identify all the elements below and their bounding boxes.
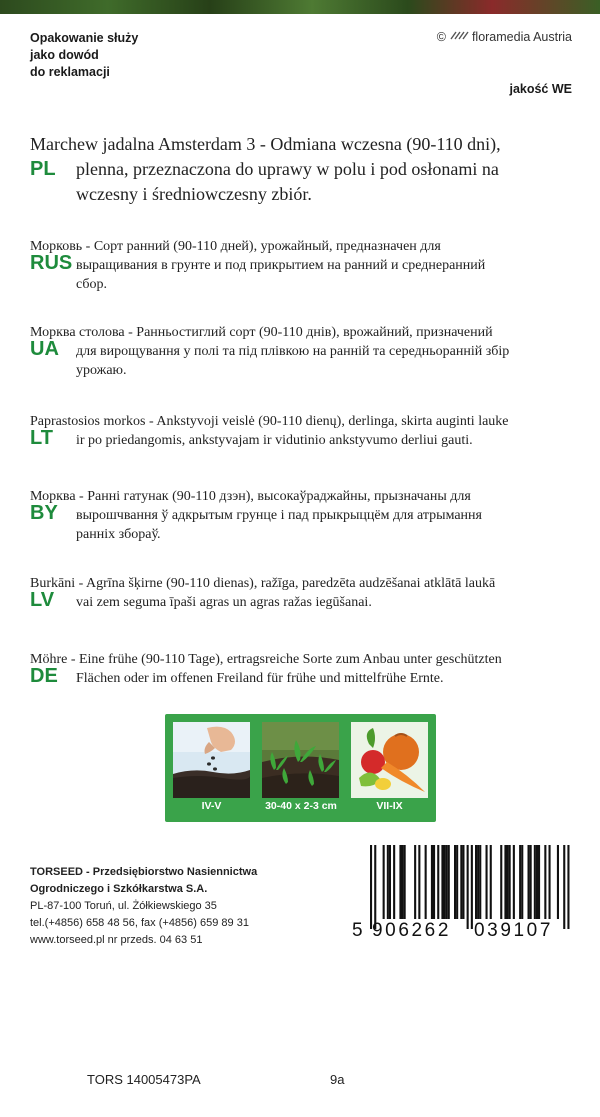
barcode-bar bbox=[446, 845, 448, 919]
barcode-bar bbox=[479, 845, 481, 919]
barcode-bar bbox=[538, 845, 540, 919]
harvest-vegetables-icon bbox=[351, 722, 428, 798]
barcode-bar bbox=[549, 845, 551, 919]
barcode-bar bbox=[374, 845, 376, 929]
barcode-bar bbox=[490, 845, 492, 919]
language-code: BY bbox=[30, 502, 58, 524]
barcode-bar bbox=[402, 845, 404, 919]
language-code: RUS bbox=[30, 252, 73, 274]
entry-text: Paprastosios morkos - Ankstyvoji veislė (90-110 dienų), derlinga, skirta auginti lauke ir po priedangomis, ankstyvajam ir vidutinio ankstyvumo derliui gauti. bbox=[30, 414, 509, 448]
barcode-bar bbox=[567, 845, 569, 929]
barcode-bar bbox=[544, 845, 546, 919]
entry-de bbox=[30, 650, 572, 688]
barcode-bar bbox=[414, 845, 416, 919]
entry-ua bbox=[30, 323, 572, 380]
barcode-left-group: 906262 bbox=[372, 920, 452, 941]
language-code: LT bbox=[30, 427, 53, 449]
entry-text: Морква столова - Ранньостиглий сорт (90-110 днів), врожайний, призначений для вирощування у полі та під плівкою на ранній та середньоранній збір урожаю. bbox=[30, 325, 510, 378]
barcode-bar bbox=[500, 845, 502, 919]
barcode-bar bbox=[456, 845, 458, 919]
brand-name: floramedia Austria bbox=[471, 30, 572, 44]
barcode-bar bbox=[433, 845, 435, 919]
entry-text: Möhre - Eine frühe (90-110 Tage), ertragsreiche Sorte zum Anbau unter geschützten Flächen oder im offenen Freiland für frühe und mittelfrühe Ernte. bbox=[30, 652, 502, 686]
claim-line: Opakowanie służy bbox=[30, 31, 139, 45]
barcode-bar bbox=[477, 845, 479, 919]
barcode-bar bbox=[528, 845, 530, 919]
language-code: DE bbox=[30, 665, 58, 687]
barcode-bar bbox=[399, 845, 401, 919]
barcode-bar bbox=[441, 845, 443, 919]
barcode-bar bbox=[462, 845, 464, 919]
barcode-bar bbox=[454, 845, 456, 919]
barcode-bar bbox=[444, 845, 446, 919]
sowing-icon bbox=[173, 722, 250, 798]
plant-spacing: 30-40 x 2-3 cm bbox=[265, 800, 337, 812]
entry-pl bbox=[30, 132, 572, 207]
entry-text: Морковь - Сорт ранний (90-110 дней), урожайный, предназначен для выращивания в грунте и под прикрытием на ранний и среднеранний сбор. bbox=[30, 239, 486, 292]
company-website[interactable]: www.torseed.pl bbox=[30, 934, 105, 946]
barcode-right-group: 039107 bbox=[474, 920, 554, 941]
company-registry: nr przeds. 04 63 51 bbox=[107, 934, 203, 946]
entry-text: Marchew jadalna Amsterdam 3 - Odmiana wczesna (90-110 dni), plenna, przeznaczona do uprawy w polu i pod osłonami na wczesny i średniowczesny zbiór. bbox=[30, 134, 501, 204]
entry-text: Burkāni - Agrīna šķirne (90-110 dienas), ražīga, paredzēta audzēšanai atklātā laukā vai zem seguma īpaši agras un agras ražas iegūšanai. bbox=[30, 576, 496, 610]
entry-lv bbox=[30, 574, 572, 612]
barcode-bar bbox=[521, 845, 523, 919]
entry-ru bbox=[30, 237, 572, 294]
company-info bbox=[30, 864, 257, 949]
sowing-period: IV-V bbox=[201, 800, 222, 812]
barcode-bar bbox=[536, 845, 538, 919]
floramedia-logo-icon bbox=[449, 30, 469, 44]
entry-lt bbox=[30, 412, 572, 450]
entry-text: Морква - Ранні гатунак (90-110 дзэн), высокаўраджайны, прызначаны для вырошчвання ў адкрытым грунце і пад прыкрыццём для атрымання ранніх збораў. bbox=[30, 489, 482, 542]
claim-line: jako dowód bbox=[30, 48, 99, 62]
growing-info-panel bbox=[165, 714, 436, 822]
barcode-bar bbox=[387, 845, 389, 919]
claim-line: do reklamacji bbox=[30, 65, 110, 79]
barcode-bar bbox=[509, 845, 511, 919]
barcode-bar bbox=[475, 845, 477, 919]
seedlings-icon bbox=[262, 722, 339, 798]
entry-by bbox=[30, 487, 572, 544]
barcode-bar bbox=[530, 845, 532, 919]
barcode-bar bbox=[460, 845, 462, 919]
company-name-2: Ogrodniczego i Szkółkarstwa S.A. bbox=[30, 883, 208, 895]
top-photo-strip bbox=[0, 0, 600, 14]
barcode-bar bbox=[519, 845, 521, 919]
barcode-bar bbox=[534, 845, 536, 919]
barcode-bar bbox=[418, 845, 420, 919]
product-code: TORS 14005473PA bbox=[87, 1072, 201, 1087]
barcode-bar bbox=[486, 845, 488, 919]
page-number: 9a bbox=[330, 1072, 345, 1087]
language-code: UA bbox=[30, 338, 59, 360]
barcode-bar bbox=[431, 845, 433, 919]
barcode-bar bbox=[504, 845, 506, 919]
barcode-bar bbox=[437, 845, 439, 919]
company-address: PL-87-100 Toruń, ul. Żółkiewskiego 35 bbox=[30, 900, 217, 912]
barcode-bar bbox=[383, 845, 385, 919]
barcode-bar bbox=[507, 845, 509, 919]
copyright-symbol: © bbox=[436, 30, 446, 44]
barcode-bar bbox=[393, 845, 395, 919]
barcode-bar bbox=[448, 845, 450, 919]
barcode-first-digit: 5 bbox=[352, 920, 366, 941]
company-name: TORSEED - Przedsiębiorstwo Nasiennictwa bbox=[30, 866, 258, 878]
barcode-bars-icon bbox=[352, 845, 574, 929]
language-code: PL bbox=[30, 158, 56, 180]
barcode-bar bbox=[370, 845, 372, 929]
barcode-bar bbox=[471, 845, 473, 929]
barcode-bar bbox=[563, 845, 565, 929]
company-phone: tel.(+4856) 658 48 56, fax (+4856) 659 89 31 bbox=[30, 917, 249, 929]
language-code: LV bbox=[30, 589, 55, 611]
barcode-bar bbox=[467, 845, 469, 929]
barcode-bar bbox=[425, 845, 427, 919]
complaint-note bbox=[30, 30, 138, 81]
company-web-line bbox=[30, 932, 257, 949]
barcode-number bbox=[352, 920, 582, 942]
barcode-bar bbox=[513, 845, 515, 919]
barcode-bar bbox=[557, 845, 559, 919]
barcode-bar bbox=[389, 845, 391, 919]
quality-label: jakość WE bbox=[509, 82, 572, 96]
barcode-bar bbox=[404, 845, 406, 919]
brand-credit bbox=[437, 30, 572, 44]
harvest-period: VII-IX bbox=[376, 800, 403, 812]
